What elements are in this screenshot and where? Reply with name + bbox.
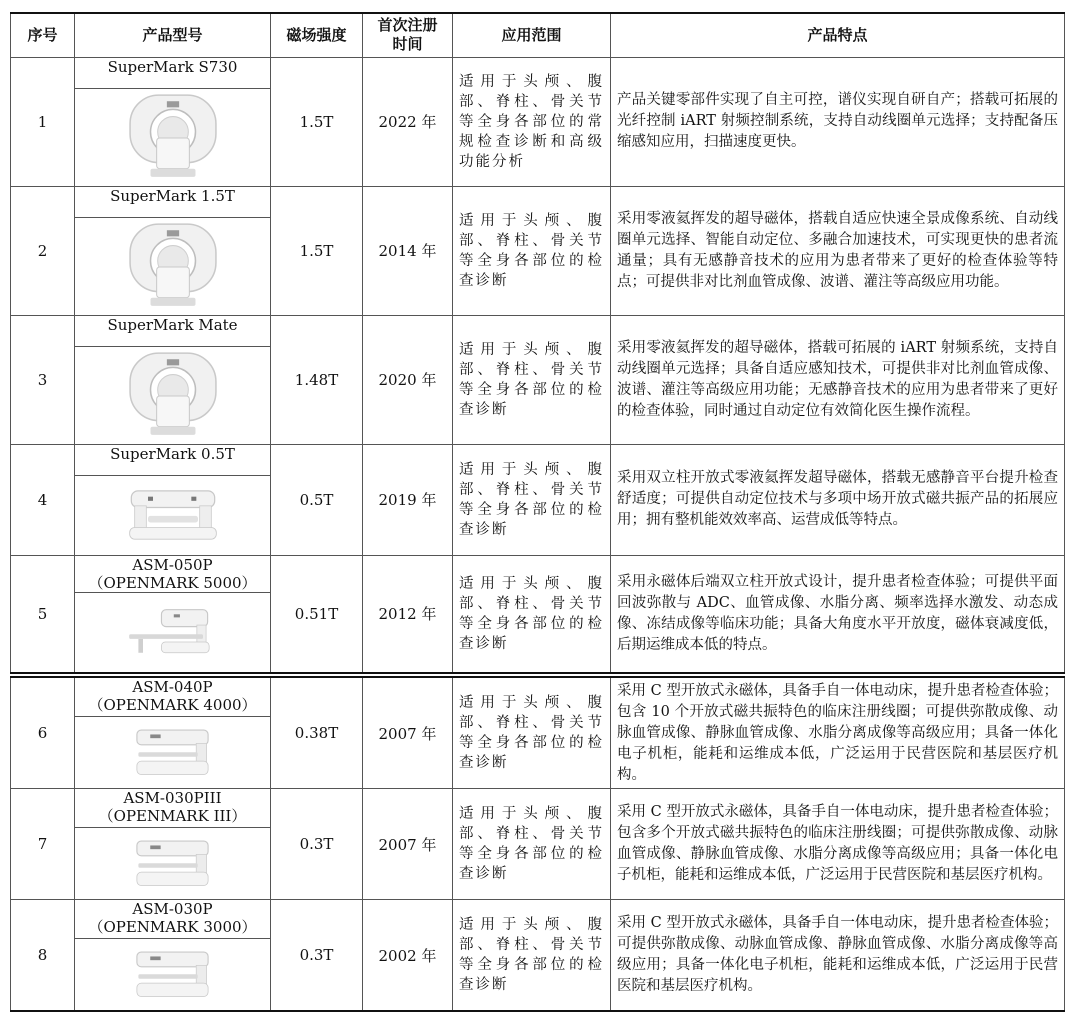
row-features: 采用 C 型开放式永磁体，具备手自一体电动床，提升患者检查体验；包含 10 个开放式磁共振特色的临床注册线圈；可提供弥散成像、动脉血管成像、静脉血管成像、水脂分离成像等高级应用；具备一体化电子机柜，能耗和运维成本低，广泛运用于民营医院和基层医疗机构。 [611,677,1065,789]
row-index: 7 [11,789,75,900]
row-product-image [75,828,270,899]
row-scope: 适用于头颅、腹部、脊柱、骨关节等全身各部位的检查诊断 [453,789,611,900]
row-field-strength: 0.38T [271,677,363,789]
row-product-image [75,347,270,444]
mri-open-permanent-icon [123,595,223,669]
row-scope: 适用于头颅、腹部、脊柱、骨关节等全身各部位的检查诊断 [453,186,611,315]
row-features: 采用 C 型开放式永磁体，具备手自一体电动床，提升患者检查体验；可提供弥散成像、动脉血管成像、静脉血管成像、水脂分离成像等高级应用；具备一体化电子机柜，能耗和运维成本低，广泛运用于民营医院和基层医疗机构。 [611,900,1065,1012]
row-field-strength: 1.48T [271,315,363,444]
table-row-3 [11,315,1065,444]
row-features: 采用双立柱开放式零液氦挥发超导磁体，搭载无感静音平台提升检查舒适度；可提供自动定位技术与多项中场开放式磁共振产品的拓展应用；拥有整机能效效率高、运营成低等特点。 [611,444,1065,555]
mri-c-type-icon [128,942,217,1008]
row-product-image [75,476,270,555]
row-model-name [75,316,270,347]
row-product [75,444,271,555]
model-line: SuperMark S730 [107,57,238,76]
header-features: 产品特点 [611,13,1065,57]
row-field-strength: 0.3T [271,900,363,1012]
row-reg-year: 2019 年 [363,444,453,555]
row-product-image [75,593,270,672]
row-index: 6 [11,677,75,789]
row-product-image [75,717,270,788]
row-product-image [75,218,270,315]
row-product [75,555,271,673]
model-line: （OPENMARK 3000） [88,918,257,936]
model-line: ASM-050P [132,555,213,574]
header-field: 磁场强度 [271,13,363,57]
mri-closed-bore-icon [111,349,235,441]
row-reg-year: 2002 年 [363,900,453,1012]
row-reg-year: 2020 年 [363,315,453,444]
header-reg-line1: 首次注册 [377,16,438,35]
mri-c-type-icon [128,831,217,897]
row-product [75,789,271,900]
model-line: （OPENMARK III） [98,807,247,825]
product-table-part1 [10,12,1065,674]
row-scope: 适用于头颅、腹部、脊柱、骨关节等全身各部位的检查诊断 [453,677,611,789]
mri-c-type-icon [128,720,217,786]
row-field-strength: 0.5T [271,444,363,555]
row-reg-year: 2012 年 [363,555,453,673]
header-reg-time [363,13,453,57]
table-row-2 [11,186,1065,315]
row-product-image [75,939,270,1010]
row-field-strength: 0.3T [271,789,363,900]
row-model-name [75,187,270,218]
row-product-image [75,89,270,186]
row-field-strength: 0.51T [271,555,363,673]
row-scope: 适用于头颅、腹部、脊柱、骨关节等全身各部位的检查诊断 [453,555,611,673]
row-scope: 适用于头颅、腹部、脊柱、骨关节等全身各部位的检查诊断 [453,900,611,1012]
model-line: （OPENMARK 4000） [88,696,257,714]
row-model-name [75,445,270,476]
header-index: 序号 [11,13,75,57]
model-line: SuperMark 1.5T [110,186,235,205]
model-line: ASM-040P [132,678,213,696]
header-reg-line2: 时间 [392,35,423,54]
header-model: 产品型号 [75,13,271,57]
row-scope: 适用于头颅、腹部、脊柱、骨关节等全身各部位的检查诊断 [453,444,611,555]
row-model-name [75,789,270,828]
row-product [75,315,271,444]
row-features: 产品关键零部件实现了自主可控，谱仪实现自研自产；搭载可拓展的光纤控制 iART 射频控制系统，支持自动线圈单元选择；支持配备压缩感知应用，扫描速度更快。 [611,57,1065,186]
row-features: 采用零液氦挥发的超导磁体，搭载自适应快速全景成像系统、自动线圈单元选择、智能自动定位、多融合加速技术，可实现更快的患者流通量；具有无感静音技术的应用为患者带来了更好的检查体验等特点；可提供非对比剂血管成像、波谱、灌注等高级应用功能。 [611,186,1065,315]
row-reg-year: 2022 年 [363,57,453,186]
model-line: ASM-030PIII [123,789,222,807]
table-row-6 [11,677,1065,789]
row-model-name [75,678,270,717]
table-row-5 [11,555,1065,673]
row-features: 采用零液氦挥发的超导磁体，搭载可拓展的 iART 射频系统，支持自动线圈单元选择；具备自适应感知技术，可提供非对比剂血管成像、波谱、灌注等高级应用功能；无感静音技术的应用为患者带来了更好的检查体验，同时通过自动定位有效简化医生操作流程。 [611,315,1065,444]
row-index: 3 [11,315,75,444]
row-field-strength: 1.5T [271,57,363,186]
row-index: 2 [11,186,75,315]
header-scope: 应用范围 [453,13,611,57]
row-product [75,186,271,315]
row-features: 采用永磁体后端双立柱开放式设计，提升患者检查体验；可提供平面回波弥散与 ADC、血管成像、水脂分离、频率选择水激发、动态成像、冻结成像等临床功能；具备大角度水平开放度，磁体衰减度低，后期运维成本低的特点。 [611,555,1065,673]
row-product [75,57,271,186]
row-product [75,677,271,789]
model-line: SuperMark Mate [107,315,238,334]
model-line: SuperMark 0.5T [110,444,235,463]
row-index: 5 [11,555,75,673]
table-row-7 [11,789,1065,900]
row-model-name [75,900,270,939]
model-line: （OPENMARK 5000） [88,573,257,592]
row-model-name [75,58,270,89]
row-reg-year: 2014 年 [363,186,453,315]
row-product [75,900,271,1012]
row-reg-year: 2007 年 [363,789,453,900]
row-scope: 适用于头颅、腹部、脊柱、骨关节等全身各部位的检查诊断 [453,315,611,444]
mri-closed-bore-icon [111,220,235,312]
row-features: 采用 C 型开放式永磁体，具备手自一体电动床，提升患者检查体验；包含多个开放式磁共振特色的临床注册线圈；可提供弥散成像、动脉血管成像、静脉血管成像、水脂分离成像等高级应用；具备一体化电子机柜，能耗和运维成本低，广泛运用于民营医院和基层医疗机构。 [611,789,1065,900]
row-model-name [75,556,270,593]
model-line: ASM-030P [132,900,213,918]
row-scope: 适用于头颅、腹部、脊柱、骨关节等全身各部位的常规检查诊断和高级功能分析 [453,57,611,186]
table-row-4 [11,444,1065,555]
table-header-row [11,13,1065,57]
row-field-strength: 1.5T [271,186,363,315]
product-table-part2 [10,676,1065,1012]
row-index: 1 [11,57,75,186]
row-index: 4 [11,444,75,555]
table-row-8 [11,900,1065,1012]
row-index: 8 [11,900,75,1012]
mri-open-dual-column-icon [123,478,223,552]
row-reg-year: 2007 年 [363,677,453,789]
table-row-1 [11,57,1065,186]
mri-closed-bore-icon [111,91,235,183]
